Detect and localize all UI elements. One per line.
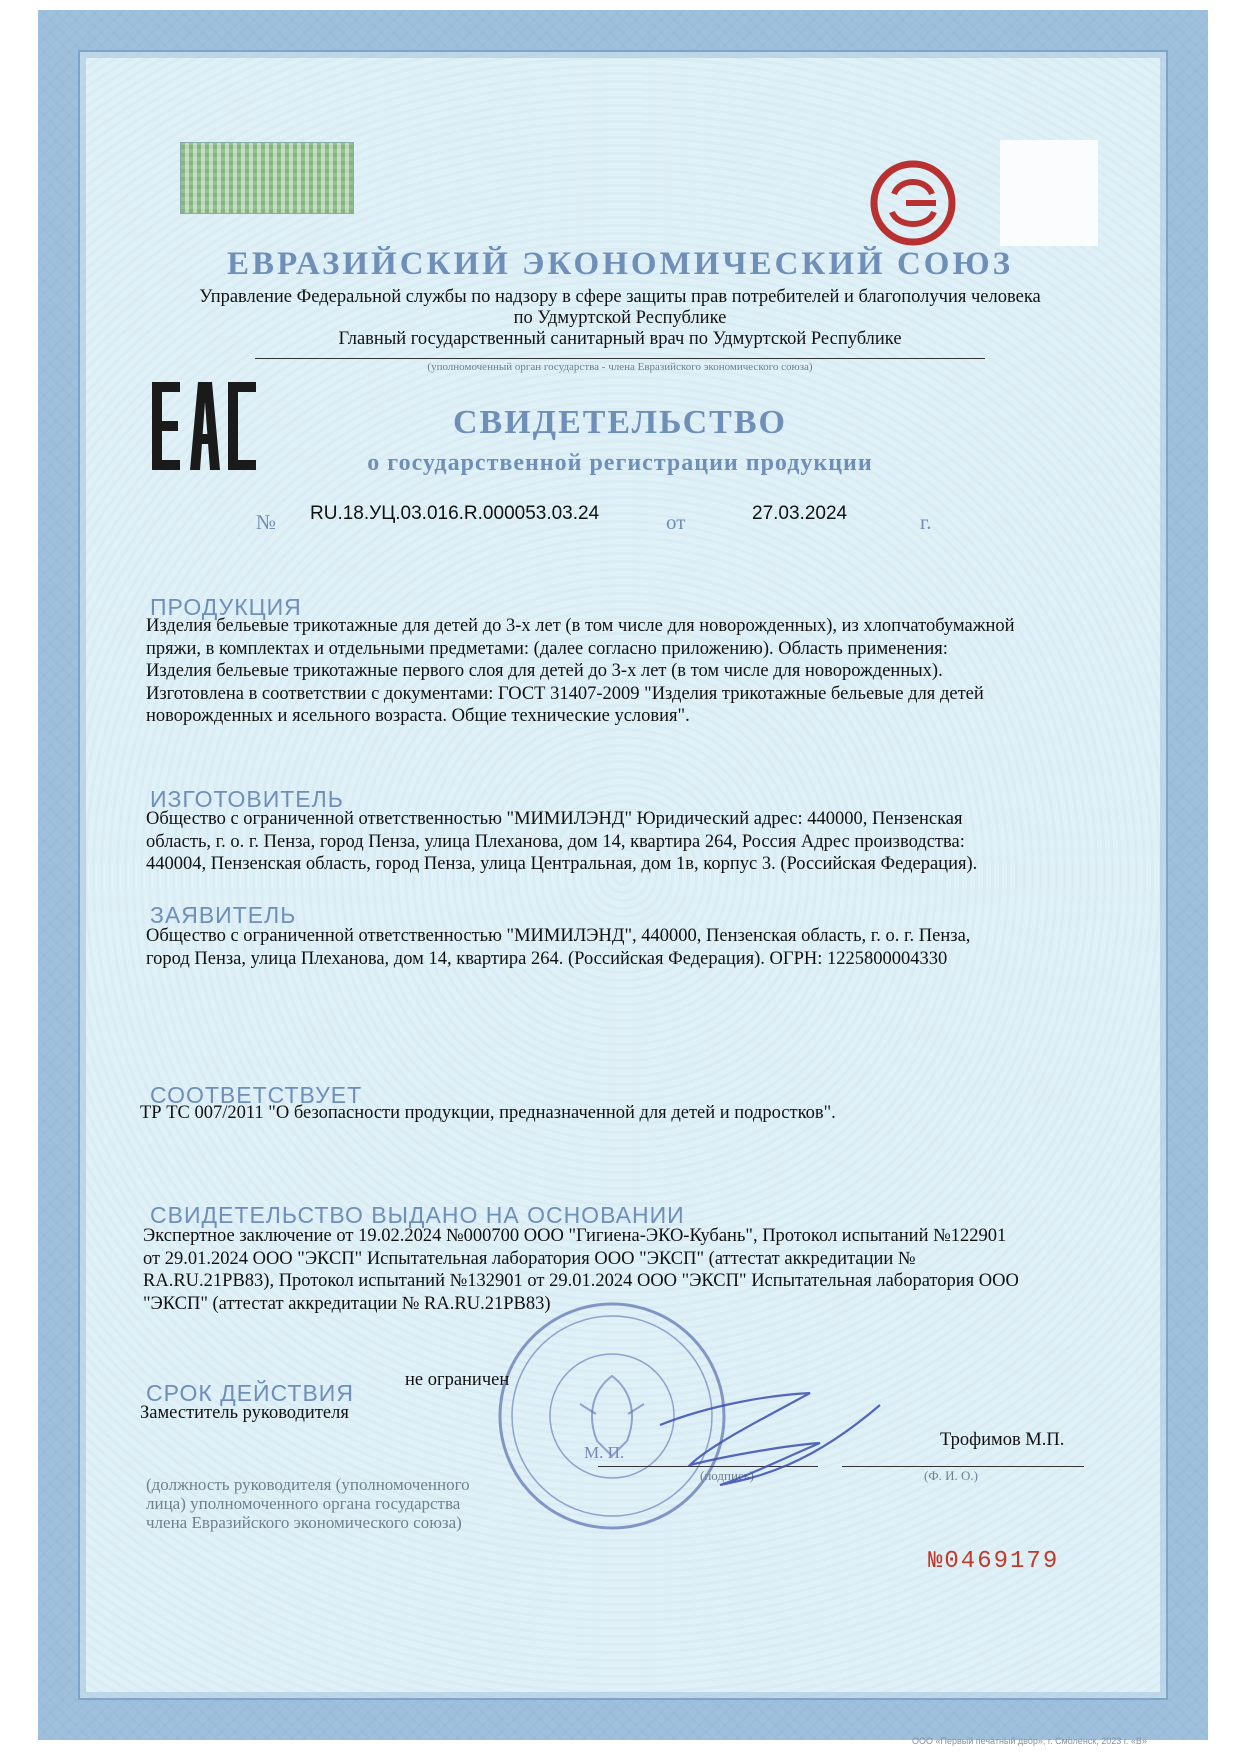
form-serial-number: №0469179: [928, 1548, 1060, 1575]
number-label: №: [256, 510, 277, 534]
text-line: область, г. о. г. Пенза, город Пенза, улица Плеханова, дом 14, квартира 264, Россия Адрес производства:: [146, 831, 965, 852]
hologram-icon: [180, 142, 354, 214]
authority-underline: [255, 358, 985, 359]
text-line: город Пенза, улица Плеханова, дом 14, квартира 264. (Российская Федерация). ОГРН: 1225800004330: [146, 948, 948, 969]
product-text: [146, 615, 1126, 728]
mp-label: М. П.: [584, 1443, 625, 1462]
text-line: 440004, Пензенская область, город Пенза, улица Центральная, дом 1в, корпус 3. (Российская Федерация).: [146, 854, 978, 874]
text-line: Изготовлена в соответствии с документами: ГОСТ 31407-2009 "Изделия трикотажные бельевые для детей: [146, 683, 984, 704]
text-line: ТР ТС 007/2011 "О безопасности продукции, предназначенной для детей и подростков".: [140, 1103, 836, 1123]
text-line: Изделия бельевые трикотажные первого слоя для детей до 3-х лет (в том числе для новорожденных).: [146, 661, 943, 681]
basis-label: СВИДЕТЕЛЬСТВО ВЫДАНО НА ОСНОВАНИИ: [150, 1202, 685, 1228]
certificate-title: СВИДЕТЕЛЬСТВО: [453, 404, 787, 441]
footnote-line: члена Евразийского экономического союза): [146, 1513, 462, 1532]
year-suffix: г.: [920, 510, 932, 534]
conformity-mark-icon: [868, 158, 958, 248]
union-title: ЕВРАЗИЙСКИЙ ЭКОНОМИЧЕСКИЙ СОЮЗ: [226, 246, 1014, 282]
text-line: Экспертное заключение от 19.02.2024 №000700 ООО "Гигиена-ЭКО-Кубань", Протокол испытаний №122901: [143, 1226, 1007, 1246]
conformity-text: [140, 1102, 1120, 1125]
applicant-label: ЗАЯВИТЕЛЬ: [150, 902, 297, 928]
manufacturer-text: [146, 808, 1126, 876]
issuing-authority: [140, 287, 1100, 350]
text-line: Изделия бельевые трикотажные для детей до 3-х лет (в том числе для новорожденных), из хлопчатобумажной: [146, 616, 1015, 636]
validity-label: СРОК ДЕЙСТВИЯ: [146, 1380, 354, 1406]
text-line: пряжи, в комплектах и отдельными предметами: (далее согласно приложению). Область применения:: [146, 638, 948, 659]
text-line: RA.RU.21PB83), Протокол испытаний №132901 от 29.01.2024 ООО "ЭКСП" Испытательная лаборатория ООО: [143, 1271, 1019, 1291]
handwritten-signature-icon: [650, 1385, 890, 1495]
authority-line: по Удмуртской Республике: [513, 308, 727, 328]
authority-line: Управление Федеральной службы по надзору в сфере защиты прав потребителей и благополучия человека: [199, 287, 1041, 307]
signature-caption: (подпись): [700, 1468, 754, 1483]
text-line: Общество с ограниченной ответственностью "МИМИЛЭНД" Юридический адрес: 440000, Пензенская: [146, 809, 963, 829]
authority-note: (уполномоченный орган государства - члена Евразийского экономического союза): [427, 361, 813, 373]
position-footnote: [146, 1475, 566, 1532]
signer-name: Трофимов М.П.: [940, 1430, 1065, 1450]
product-label: ПРОДУКЦИЯ: [150, 594, 302, 620]
footnote-line: лица) уполномоченного органа государства: [146, 1494, 461, 1513]
printer-note: ООО «Первый печатный двор», г. Смоленск, 2023 г. «В»: [912, 1736, 1147, 1746]
text-line: от 29.01.2024 ООО "ЭКСП" Испытательная лаборатория ООО "ЭКСП" (аттестат аккредитации №: [143, 1248, 916, 1269]
authority-line: Главный государственный санитарный врач по Удмуртской Республике: [338, 329, 902, 349]
text-line: Общество с ограниченной ответственностью "МИМИЛЭНД", 440000, Пензенская область, г. о. г. Пенза,: [146, 926, 971, 946]
validity-value: не ограничен: [405, 1370, 510, 1390]
certificate-number: RU.18.УЦ.03.016.R.000053.03.24: [310, 503, 600, 524]
conformity-label: СООТВЕТСТВУЕТ: [150, 1082, 363, 1108]
signer-role: Заместитель руководителя: [140, 1403, 349, 1423]
text-line: "ЭКСП" (аттестат аккредитации № RA.RU.21PB83): [143, 1293, 551, 1314]
name-caption: (Ф. И. О.): [924, 1468, 978, 1483]
certificate-date: 27.03.2024: [752, 503, 848, 524]
applicant-text: [146, 925, 1126, 970]
certificate-subtitle: о государственной регистрации продукции: [367, 450, 873, 476]
date-label: от: [666, 510, 686, 534]
manufacturer-label: ИЗГОТОВИТЕЛЬ: [150, 786, 344, 812]
text-line: новорожденных и ясельного возраста. Общие технические условия".: [146, 706, 690, 726]
footnote-line: (должность руководителя (уполномоченного: [146, 1475, 470, 1494]
blank-patch: [1000, 140, 1098, 246]
